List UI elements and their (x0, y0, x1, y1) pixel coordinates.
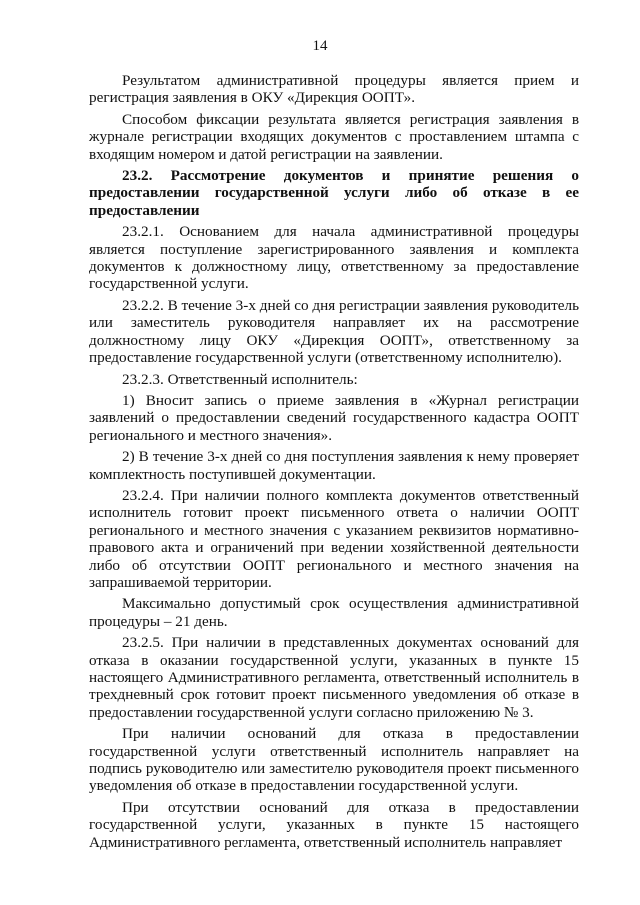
page-number: 14 (312, 38, 328, 54)
paragraph: 1) Вносит запись о приеме заявления в «Журнал регистрации заявлений о предоставлении сведений государственного кадастра ООПТ регионального и местного значения». (89, 391, 579, 444)
paragraph: 2) В течение 3-х дней со дня поступления заявления к нему проверяет комплектность поступившей документации. (89, 448, 579, 483)
paragraph: 23.2.1. Основанием для начала административной процедуры является поступление зарегистрированного заявления и комплекта документов к должностному лицу, ответственному за предоставление государственной услуги. (89, 223, 579, 293)
section-heading: 23.2. Рассмотрение документов и принятие решения о предоставлении государственной услуги либо об отказе в ее предоставлении (89, 167, 579, 219)
paragraph: Способом фиксации результата является регистрация заявления в журнале регистрации входящих документов с проставлением штампа с входящим номером и датой регистрации на заявлении. (89, 110, 579, 163)
paragraph: Результатом административной процедуры является прием и регистрация заявления в ОКУ «Дирекция ООПТ». (89, 72, 579, 107)
document-body (89, 72, 579, 855)
paragraph: 23.2.2. В течение 3-х дней со дня регистрации заявления руководитель или заместитель руководителя направляет их на рассмотрение должностному лицу ОКУ «Дирекция ООПТ», ответственному за предоставление государственной услуги (ответственному исполнителю). (89, 296, 579, 367)
paragraph: При отсутствии оснований для отказа в предоставлении государственной услуги, указанных в пункте 15 настоящего Административного регламента, ответственный исполнитель направляет (89, 798, 579, 851)
paragraph: Максимально допустимый срок осуществления административной процедуры – 21 день. (89, 595, 579, 630)
paragraph: При наличии оснований для отказа в предоставлении государственной услуги ответственный исполнитель направляет на подпись руководителю или заместителю руководителя проект письменного уведомления об отказе в предоставлении государственной услуги. (89, 725, 579, 795)
paragraph: 23.2.3. Ответственный исполнитель: (122, 370, 358, 388)
paragraph: 23.2.5. При наличии в представленных документах оснований для отказа в оказании государственной услуги, указанных в пункте 15 настоящего Административного регламента, ответственный исполнитель в трехдневный срок готовит проект письменного уведомления об отказе в предоставлении государственной услуги согласно приложению № 3. (89, 634, 579, 721)
paragraph: 23.2.4. При наличии полного комплекта документов ответственный исполнитель готовит проект письменного ответа о наличии ООПТ регионального и местного значения с указанием реквизитов нормативно-правового акта и ограничений при ведении хозяйственной деятельности либо об отсутствии ООПТ регионального и местного значения на запрашиваемой территории. (89, 486, 579, 591)
